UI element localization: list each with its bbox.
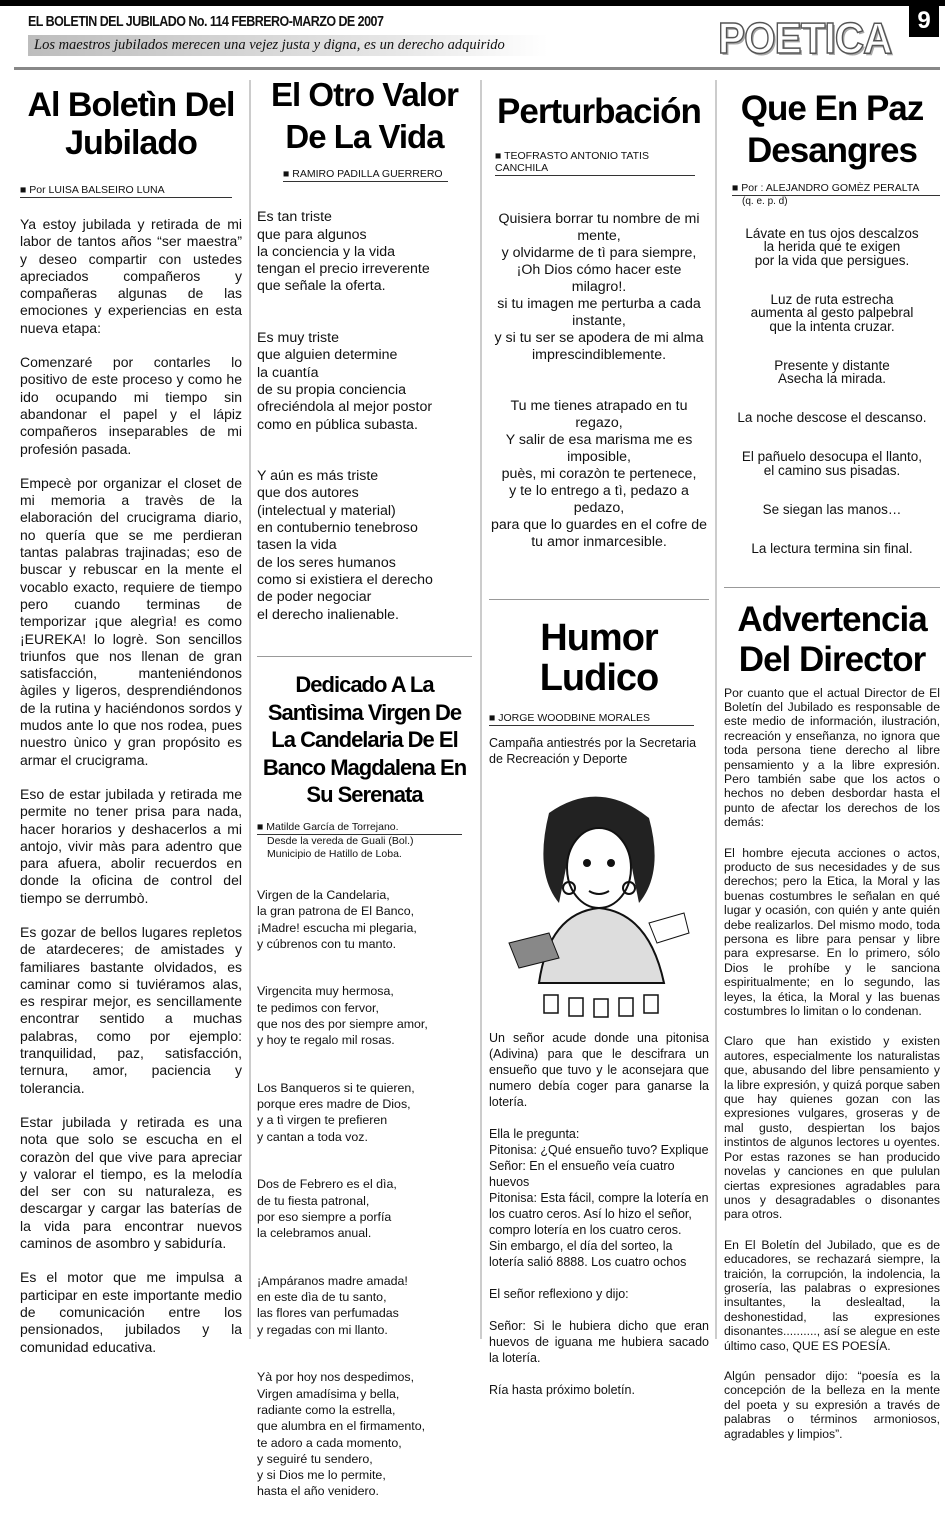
stanza: Luz de ruta estrecha aumenta al gesto palpebral que la intenta cruzar.	[750, 291, 914, 334]
article-body	[20, 216, 242, 1356]
column-divider	[715, 80, 717, 1339]
poem	[724, 213, 940, 581]
poem	[257, 192, 472, 658]
stanza: La noche descose el descanso.	[737, 410, 927, 425]
stanza: Virgen de la Candelaria, la gran patrona de El Banco, ¡Madre! escucha mi plegaria, y cúbrenos con tu manto.	[257, 887, 417, 951]
paragraph: Ella le pregunta: Pitonisa: ¿Qué ensueño tuvo? Explique Señor: En el ensueño veía cuatro huevos Pitonisa: Esta fácil, compre la lotería en los cuatro ceros. Así lo hizo el señor, compro lotería en los cuatro ceros. Sin embargo, el día del sorteo, la lotería salió 8888. Los cuatro ochos	[489, 1127, 709, 1269]
paragraph: El hombre ejecuta acciones o actos, producto de sus necesidades y de sus derechos; pero la Etica, la Moral y las buenas costumbres le señalan en qué lugar y ocasión, con quién y ante quién debe realizarlos. Del mismo modo, toda persona es libre para pensar y libre para expresarse. En lo primero, sólo Dios le prohíbe y le sanciona espiritualmente; en lo segundo, las leyes, la ética, la Moral y las buenas costumbres lo limitan o lo condenan.	[724, 845, 940, 1019]
header-rule	[14, 67, 940, 70]
divider	[724, 587, 940, 588]
poem	[489, 194, 709, 585]
page-number: 9	[909, 5, 939, 37]
paragraph: Por cuanto que el actual Director de El Boletín del Jubilado es responsable de este medio de información, ilustración, recreación y enseñanza, no ignora que toda persona tiene derecho al libre pensamiento y a la libre expresión. Pero también sabe que los actos o hechos no deben desbordar hasta el punto de afectar los derechos de los demás:	[724, 685, 940, 830]
paragraph: Un señor acude donde una pitonisa (Adivina) para que le descifrara un ensueño que tuvo y le aconsejara que numero debía coger para ganarse la lotería.	[489, 1031, 709, 1109]
column-divider	[249, 80, 251, 1339]
byline-location: Desde la vereda de Guali (Bol.) Municipio de Hatillo de Loba.	[267, 834, 414, 860]
column-divider	[480, 80, 482, 1339]
article-body	[489, 1030, 709, 1398]
divider	[489, 599, 709, 600]
stanza: El pañuelo desocupa el llanto, el camino sus pisadas.	[741, 449, 923, 478]
article-al-boletin	[20, 80, 242, 1373]
article-body	[724, 686, 940, 1442]
paragraph: Claro que han existido y existen autores, especialmente los naturalistas que, abusando del libre pensamiento y la libre expresión, y quizá porque saben que hay quienes gozan con las expresiones vulgares, groseras y de mal gusto, despiertan los bajos instintos de algunos lectores u oyentes. Por estas razones se han producido novelas y canciones en que pululan ciertas expresiones agradables para unos y desagradables o disonantes para otros.	[724, 1034, 940, 1222]
article-title: Al Boletìn Del Jubilado	[27, 86, 235, 162]
paragraph: El señor reflexiono y dijo:	[489, 1287, 629, 1301]
tagline: Los maestros jubilados merecen una vejez justa y digna, es un derecho adquirido	[28, 35, 548, 56]
stanza: Tu me tienes atrapado en tu regazo, Y salir de esa marisma me es imposible, puès, mi corazòn te pertenece, y te lo entrego a tì, pedazo a pedazo, para que lo guardes en el cofre de tu amor inmarcesible.	[490, 398, 708, 550]
stanza: Es muy triste que alguien determine la cuantía de su propia conciencia ofreciéndola al mejor postor como en pública subasta.	[257, 330, 433, 433]
stanza: Dos de Febrero es el dìa, de tu fiesta patronal, por eso siempre a porfía la celebramos anual.	[257, 1177, 397, 1241]
byline: ■ Matilde García de Torrejano.	[257, 821, 462, 835]
stanza: Quisiera borrar tu nombre de mi mente, y olvidarme de tì para siempre, ¡Oh Dios cómo hacer este milagro!. si tu imagen me perturba a cada instante, y si tu ser se apodera de mi alma imprescindiblemente.	[494, 211, 704, 363]
masthead: EL BOLETIN DEL JUBILADO No. 114 FEBRERO-MARZO DE 2007	[28, 14, 384, 30]
article-title: Dedicado A La Santìsima Virgen De La Candelaria De El Banco Magdalena En Su Serenata	[262, 672, 467, 808]
paragraph: Es el motor que me impulsa a participar en este importante medio de comunicación entre los pensionados, jubilados y la comunidad educativa.	[20, 1269, 242, 1355]
paragraph: Eso de estar jubilada y retirada me permite no tener prisa para nada, hacer horarios y deshacerlos a mi antojo, vivir màs para adentro que para afuera, abolir recuerdos en donde la oficina de control del tiempo se derrumbò.	[20, 785, 242, 906]
paragraph: Comenzaré por contarles lo positivo de este proceso y como he ido ocupando mi tiempo sin abandonar el papel y el lápiz compañeros inseparables de mi profesión pasada.	[20, 354, 242, 457]
stanza: La lectura termina sin final.	[751, 540, 913, 556]
article-title: Advertencia Del Director	[737, 599, 927, 679]
stanza: Yà por hoy nos despedimos, Virgen amadísima y bella, radiante como la estrella, que alumbra en el firmamento, te adoro a cada momento, y seguiré tu sendero, y si Dios me lo permite, hasta el año venidero.	[257, 1370, 426, 1499]
article-title: El Otro Valor De La Vida	[271, 76, 458, 155]
stanza: Y aún es más triste que dos autores (intelectual y material) en contubernio tenebroso tasen la vida de los seres humanos como si existiera el derecho de poder negociar el derecho inalienable.	[257, 468, 433, 623]
article-title: Que En Paz Desangres	[740, 89, 924, 170]
article-otro-valor	[257, 76, 472, 1531]
byline: ■ TEOFRASTO ANTONIO TATIS CANCHILA	[495, 150, 695, 176]
poem	[257, 871, 472, 1531]
byline: ■ RAMIRO PADILLA GUERRERO	[283, 168, 448, 182]
paragraph: Ya estoy jubilada y retirada de mi labor de tantos años “ser maestra” y deseo compartir con ustedes apreciados compañeros y compañeras algunas de las emociones y experiencias en esta nueva etapa:	[20, 216, 242, 336]
stanza: Es tan triste que para algunos la conciencia y la vida tengan el precio irreverente que señale la oferta.	[257, 209, 430, 295]
byline: ■ JORGE WOODBINE MORALES	[489, 712, 694, 726]
stanza: Lávate en tus ojos descalzos la herida que te exigen por la vida que persigues.	[745, 225, 919, 268]
paragraph: Algún pensador dijo: “poesía es la concepción de la belleza en la mente del poeta y su expresión a través de palabras o términos armoniosos, agradables y limpios”.	[724, 1368, 940, 1441]
paragraph: Es gozar de bellos lugares repletos de atardeceres; de amistades y familiares bastante olvidados, es caminar como si tuviéramos alas, es respirar mejor, es sencillamente encontrar sentido a muchas palabras, como por ejemplo: tranquilidad, paz, satisfacción, ternura, amor, paciencia y tolerancia.	[20, 923, 242, 1096]
stanza: Presente y distante Asecha la mirada.	[774, 357, 890, 386]
section-title: POETICA	[718, 14, 892, 63]
stanza: Los Banqueros si te quieren, porque eres madre de Dios, y a tì virgen te prefieren y cantan a toda voz.	[257, 1080, 415, 1144]
byline: ■ Por LUISA BALSEIRO LUNA	[20, 184, 232, 198]
paragraph: En El Boletín del Jubilado, que es de educadores, se rechazará siempre, la traición, la corrupción, la indolencia, la grosería, las palabras o expresiones insultantes, la deslealtad, la deshonestidad, las expresiones disonantes.........., así se alegue en este último caso, QUE ES POESÍA.	[724, 1237, 940, 1353]
paragraph: Ría hasta próximo boletín.	[489, 1383, 635, 1397]
stanza: Virgencita muy hermosa, te pedimos con fervor, que nos des por siempre amor, y hoy te regalo mil rosas.	[257, 984, 428, 1048]
article-subtitle: Campaña antiestrés por la Secretaria de Recreación y Deporte	[489, 736, 697, 766]
article-que-en-paz	[724, 80, 940, 1458]
stanza: Se siegan las manos…	[762, 501, 902, 517]
paragraph: Señor: Si le hubiera dicho que eran huevos de iguana me hubiera sacado la lotería.	[489, 1319, 709, 1365]
article-perturbacion	[489, 80, 709, 1415]
byline: ■ Por : ALEJANDRO GOMÈZ PERALTA	[732, 182, 940, 196]
stanza: ¡Ampáranos madre amada! en este dìa de tu santo, las flores van perfumadas y regadas con mi llanto.	[257, 1273, 408, 1337]
top-bar	[0, 0, 945, 6]
paragraph: Estar jubilada y retirada es una nota que solo se escucha en el corazòn del que vive para apreciar y valorar el tiempo, es la melodía del ser con su naturaleza, es descargar y cargar las baterías de la vida para encontrar nuevos caminos de asombro y sabiduría.	[20, 1113, 242, 1252]
fortune-teller-illustration	[489, 783, 709, 1018]
paragraph: Empecè por organizar el closet de mi memoria a travès de la elaboración del crucigrama diario, no quería que se me perdieran tantas palabras trajinadas; eso de buscar y rebuscar en la mente el vocablo exacto, requiere de tiempo pero cuando terminas de temporizar ¡que alegrìa! es como ¡EUREKA! lo logrè. Son sencillos triunfos que nos llenan de gran satisfacción, manteniéndonos àgiles y ligeros, desprendiéndonos de la rutina y haciéndonos sordos y mudos ante lo que nos rodea, pues nuestro ùnico y gran propósito es armar el crucigrama.	[20, 474, 242, 768]
divider	[257, 656, 472, 657]
article-title: Perturbación	[497, 92, 701, 131]
article-title: Humor Ludico	[539, 617, 659, 699]
byline-note: (q. e. p. d)	[742, 196, 788, 207]
